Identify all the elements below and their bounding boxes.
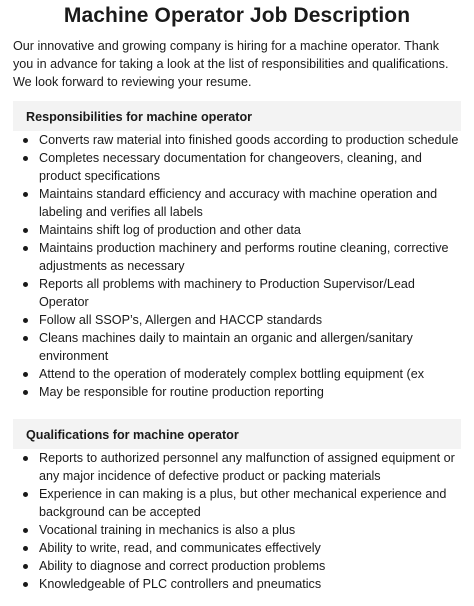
list-item <box>13 275 461 311</box>
list-item <box>13 239 461 275</box>
list-item <box>13 131 461 149</box>
bullet-icon <box>23 282 28 287</box>
bullet-icon <box>23 582 28 587</box>
bullet-icon <box>23 138 28 143</box>
list-item-text: Follow all SSOP’s, Allergen and HACCP standards <box>39 313 323 327</box>
list-item <box>13 575 461 593</box>
list-item-text: Vocational training in mechanics is also a plus <box>39 523 296 537</box>
list-item-text: Ability to write, read, and communicates effectively <box>39 541 321 555</box>
bullet-icon <box>23 336 28 341</box>
list-item-text: Maintains standard efficiency and accuracy with machine operation and labeling and verifies all labels <box>39 187 438 219</box>
list-item-text: May be responsible for routine production reporting <box>39 385 324 399</box>
list-item-text: Reports to authorized personnel any malfunction of assigned equipment or any major incidence of defective product or packing materials <box>39 451 455 483</box>
bullet-icon <box>23 318 28 323</box>
list-item <box>13 449 461 485</box>
list-item-text: Cleans machines daily to maintain an organic and allergen/sanitary environment <box>39 331 413 363</box>
bullet-icon <box>23 372 28 377</box>
list-item-text: Maintains shift log of production and other data <box>39 223 301 237</box>
bullet-icon <box>23 192 28 197</box>
list-item <box>13 311 461 329</box>
intro-paragraph: Our innovative and growing company is hiring for a machine operator. Thank you in advance for taking a look at the list of responsibilities and qualifications. We look forward to reviewing your resume. <box>13 39 449 89</box>
list-item <box>13 329 461 365</box>
bullet-icon <box>23 456 28 461</box>
list-item <box>13 485 461 521</box>
qualifications-heading: Qualifications for machine operator <box>13 419 461 449</box>
page-title: Machine Operator Job Description <box>63 4 411 27</box>
list-item <box>13 365 461 383</box>
list-item <box>13 149 461 185</box>
list-item <box>13 383 461 401</box>
list-item-text: Ability to diagnose and correct production problems <box>39 559 326 573</box>
list-item-text: Converts raw material into finished goods according to production schedule <box>39 133 459 147</box>
bullet-icon <box>23 528 28 533</box>
responsibilities-heading: Responsibilities for machine operator <box>13 101 461 131</box>
responsibilities-list <box>13 131 461 401</box>
bullet-icon <box>23 546 28 551</box>
list-item <box>13 521 461 539</box>
list-item <box>13 221 461 239</box>
bullet-icon <box>23 228 28 233</box>
list-item <box>13 185 461 221</box>
bullet-icon <box>23 156 28 161</box>
list-item <box>13 539 461 557</box>
list-item-text: Attend to the operation of moderately complex bottling equipment (ex <box>39 367 425 381</box>
bullet-icon <box>23 492 28 497</box>
list-item-text: Reports all problems with machinery to Production Supervisor/Lead Operator <box>39 277 415 309</box>
bullet-icon <box>23 246 28 251</box>
bullet-icon <box>23 390 28 395</box>
list-item-text: Completes necessary documentation for changeovers, cleaning, and product specifications <box>39 151 422 183</box>
list-item <box>13 557 461 575</box>
qualifications-list <box>13 449 461 593</box>
list-item-text: Knowledgeable of PLC controllers and pneumatics <box>39 577 322 591</box>
list-item-text: Experience in can making is a plus, but other mechanical experience and background can be accepted <box>39 487 447 519</box>
list-item-text: Maintains production machinery and performs routine cleaning, corrective adjustments as necessary <box>39 241 449 273</box>
bullet-icon <box>23 564 28 569</box>
